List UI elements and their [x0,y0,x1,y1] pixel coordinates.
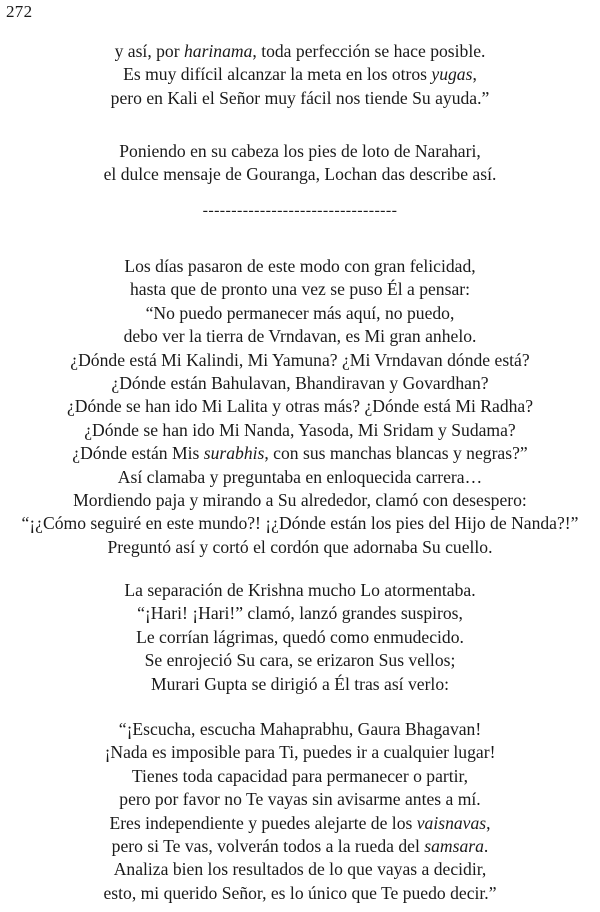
verse-line: ¿Dónde están Mis surabhis, con sus manchas blancas y negras?” [72,443,528,464]
verse-line: “No puedo permanecer más aquí, no puedo, [145,302,455,323]
verse-line: y así, por harinama, toda perfección se hace posible. [114,41,486,61]
verse-line: ¿Dónde está Mi Kalindi, Mi Yamuna? ¿Mi Vrndavan dónde está? [70,349,530,370]
verse-line: el dulce mensaje de Gouranga, Lochan das describe así. [103,164,497,185]
verse-line: hasta que de pronto una vez se puso Él a pensar: [129,279,471,300]
verse-line: Es muy difícil alcanzar la meta en los otros yugas, [123,64,477,85]
verse-line: Analiza bien los resultados de lo que vayas a decidir, [113,859,487,880]
verse-line: Eres independiente y puedes alejarte de los vaisnavas, [109,812,491,833]
verse-line: “¡¿Cómo seguiré en este mundo?! ¡¿Dónde están los pies del Hijo de Nanda?!” [21,513,579,534]
italic-term: surabhis [203,443,265,464]
verse-line: esto, mi querido Señor, es lo único que Te puedo decir.” [103,882,497,903]
verse-line: pero si Te vas, volverán todos a la rueda del samsara. [111,836,489,857]
stanza [0,40,600,110]
verse-line: Se enrojeció Su cara, se erizaron Sus vellos; [144,650,456,671]
section-separator: ---------------------------------- [202,202,398,219]
verse-line: “¡Escucha, escucha Mahaprabhu, Gaura Bhagavan! [118,719,482,739]
italic-term: harinama [183,41,253,61]
verse-line: Tienes toda capacidad para permanecer o partir, [131,765,469,786]
stanza [0,718,600,905]
verse-line: Así clamaba y preguntaba en enloquecida carrera… [117,466,483,487]
verse-line: Poniendo en su cabeza los pies de loto de Narahari, [119,141,481,161]
verse-line: Los días pasaron de este modo con gran felicidad, [124,256,476,276]
italic-term: samsara [424,836,484,857]
verse-line: La separación de Krishna mucho Lo atormentaba. [124,580,476,600]
verse-line: debo ver la tierra de Vrndavan, es Mi gran anhelo. [123,326,477,347]
verse-line: pero en Kali el Señor muy fácil nos tiende Su ayuda.” [110,87,490,108]
italic-term: vaisnavas [416,812,487,833]
italic-term: yugas [431,64,473,85]
verse-line: Le corrían lágrimas, quedó como enmudecido. [136,626,464,647]
verse-line: ¡Nada es imposible para Ti, puedes ir a cualquier lugar! [104,742,496,763]
verse-line: Preguntó así y cortó el cordón que adornaba Su cuello. [107,536,493,557]
verse-line: ¿Dónde se han ido Mi Nanda, Yasoda, Mi Sridam y Sudama? [84,419,516,440]
verse-line: ¿Dónde se han ido Mi Lalita y otras más? ¿Dónde está Mi Radha? [66,396,534,417]
stanza [0,579,600,696]
verse-line: Mordiendo paja y mirando a Su alrededor, clamó con desespero: [73,490,527,511]
verse-line: Murari Gupta se dirigió a Él tras así verlo: [150,673,450,694]
verse-line: “¡Hari! ¡Hari!” clamó, lanzó grandes suspiros, [137,603,463,624]
page-number: 272 [6,2,33,21]
stanza [0,140,600,187]
stanza [0,255,600,559]
verse-line: ¿Dónde están Bahulavan, Bhandiravan y Govardhan? [111,373,489,394]
verse-line: pero por favor no Te vayas sin avisarme antes a mí. [119,789,481,810]
